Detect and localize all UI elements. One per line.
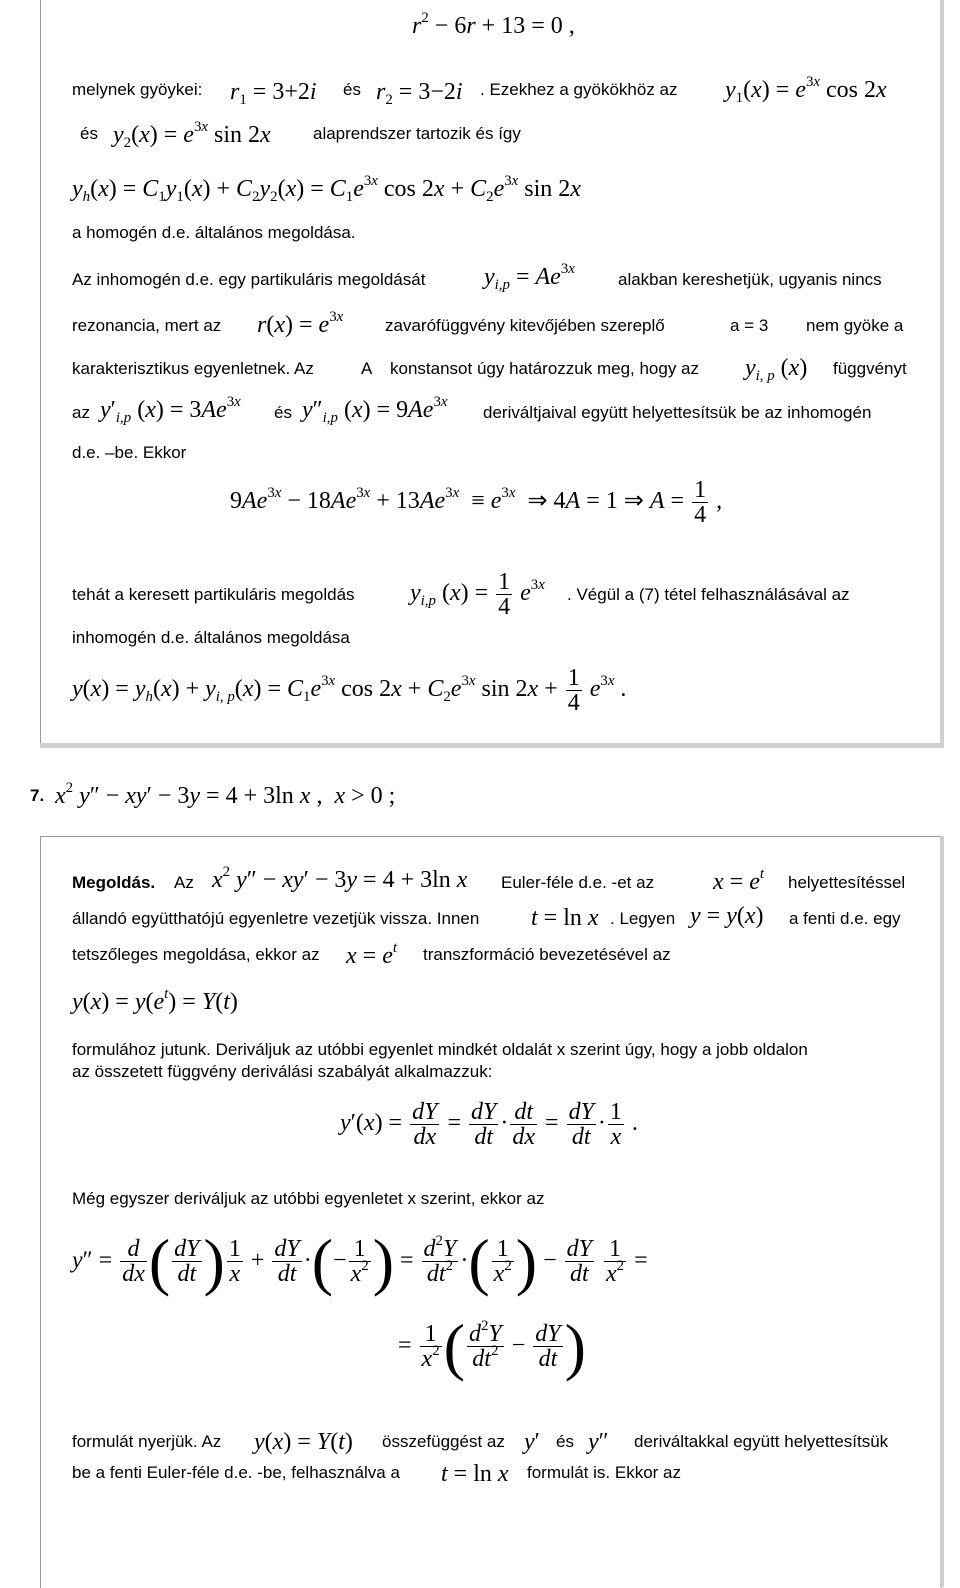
char-text-1: karakterisztikus egyenletnek. Az [72, 359, 314, 378]
first-derivative-chain-rule: y′(x) = $\frac{dY}{dx}$ = $\frac{dY}{dt}$ · $\frac{dt}{dx}$ = $\frac{dY}{dt}$ · $\frac{1}{x}$ . [340, 1099, 638, 1150]
frame-shadow-right-1 [940, 0, 944, 748]
y1-function: $y_1(x) = e^{3x}$ cos 2x [725, 73, 887, 107]
resonance-text-1: rezonancia, mert az [72, 316, 222, 335]
general-solution: $y(x) = y_h(x) + y_{i, p}(x) = C_1e^{3x}$ $\cos 2x + C_2e^{3x}$ sin 2x + $\frac{1}{4}$ $e^{3x}$ . [72, 665, 627, 716]
euler-text: Euler-féle d.e. -et az [501, 873, 655, 892]
again-text: Még egyszer deriváljuk az utóbbi egyenletet x szerint, ekkor az [72, 1189, 545, 1208]
resonance-text-4: nem gyöke a [806, 316, 904, 335]
particular-text-2: alakban kereshetjük, ugyanis nincs [618, 270, 882, 289]
first-derivative: $y'_{i,p}$ $(x) = 3Ae^{3x}$ [100, 393, 241, 427]
y2-function: $y_2(x) = e^{3x}$ sin 2x [113, 118, 271, 152]
y-equals-yx: y = y(x) [690, 903, 764, 929]
particular-text-1: Az inhomogén d.e. egy partikuláris megoldását [72, 270, 426, 289]
y-Y-relation: $y(x) = y(e^t) = Y(t)$ [72, 985, 238, 1015]
char-text-4: függvényt [833, 359, 907, 378]
characteristic-equation: $r^2 - 6r + 13 = 0$ , [412, 9, 575, 39]
final-y-prime: y′ [524, 1429, 540, 1455]
substitution-x-et: $x = e^t$ [713, 865, 764, 895]
paragraph-line-1: formulához jutunk. Deriváljuk az utóbbi egyenlet mindkét oldalát x szerint úgy, hogy a jobb oldalon [72, 1040, 808, 1059]
roots-intro: melynek gyöykei: [72, 80, 203, 99]
t-ln-x: t = ln x [531, 905, 599, 931]
final-text-1: formulát nyerjük. Az [72, 1432, 222, 1451]
equation-for-A: $9Ae^{3x} - 18Ae^{3x} + 13Ae^{3x} \equiv e^{3x}$ ⇒ 4A = 1 ⇒ A = $\frac{1}{4}$ , [230, 477, 723, 528]
resonance-text-3: a = 3 [730, 316, 769, 335]
final-text-2: összefüggést az [382, 1432, 505, 1451]
transform-x-et: $x = e^t$ [346, 939, 397, 969]
and-text: és [343, 80, 361, 99]
and-text-2: és [80, 124, 98, 143]
char-text-2: A [361, 359, 373, 378]
arbitrary-solution-text: tetszőleges megoldása, ekkor az [72, 945, 320, 964]
homogeneous-text: a homogén d.e. általános megoldása. [72, 223, 356, 242]
homogeneous-solution: $y_h(x) = C_1y_1(x) + C_2y_2(x) = C_1e^{3x}$ $\cos 2x + C_2e^{3x}$ sin 2x [72, 172, 581, 206]
char-text-3: konstansot úgy határozzuk meg, hogy az [390, 359, 700, 378]
resonance-text-2: zavarófüggvény kitevőjében szereplő [385, 316, 665, 335]
final-text-6: formulát is. Ekkor az [527, 1463, 681, 1482]
legyen-text: . Legyen [610, 909, 676, 928]
root-r1: $r_1 = 3+2i$ [230, 79, 317, 109]
and-text-3: és [274, 403, 292, 422]
problem-number: 7. [30, 786, 45, 805]
frame-shadow-right-2 [940, 836, 944, 1587]
section2-az: Az [174, 873, 194, 892]
disturbing-function: $r(x) = e^{3x}$ [257, 308, 344, 338]
final-text-5: be a fenti Euler-féle d.e. -be, felhasználva a [72, 1463, 400, 1482]
second-derivative-simplified: = $\frac{1}{x^2}$ ( $\frac{d^2Y}{dt^2}$ − $\frac{dY}{dt}$ ) [398, 1311, 586, 1382]
final-text-3: és [556, 1432, 574, 1451]
final-text-4: deriváltakkal együtt helyettesítsük [634, 1432, 889, 1451]
transform-text: transzformáció bevezetésével az [423, 945, 671, 964]
frame-shadow-bottom-1 [40, 743, 944, 748]
particular-solution: $y_{i,p}$ (x) = $\frac{1}{4}$ $e^{3x}$ [410, 569, 545, 620]
therefore-text-1: tehát a keresett partikuláris megoldás [72, 585, 355, 604]
particular-yip: $y_{i, p}$ (x) [745, 355, 808, 385]
solution-heading: Megoldás. [72, 873, 156, 892]
final-y-Y: y(x) = Y(t) [254, 1429, 353, 1455]
second-derivative-formula: y″ = $\frac{d}{dx}$ ( $\frac{dY}{dt}$ ) $\frac{1}{x}$ + $\frac{dY}{dt}$ ·(− $\frac{1}{x^2}$ ) = $\frac{d^2Y}{dt^2}$ ·( $\frac{1}{x^2}$ ) − $\frac{dY}{dt}$ $\frac{1}{x^2}$ = [72, 1226, 648, 1297]
paragraph-line-2: az összetett függvény deriválási szabályát alkalmazzuk: [72, 1062, 493, 1081]
reduction-text: állandó együtthatójú egyenletre vezetjük vissza. Innen [72, 909, 480, 928]
problem-equation: $x^2$ y″ − xy′ − 3y = 4 + 3ln x , x > 0 ; [55, 779, 396, 809]
therefore-text-2: . Végül a (7) tétel felhasználásával az [567, 585, 850, 604]
fundamental-text: alaprendszer tartozik és így [313, 124, 521, 143]
roots-tail: . Ezekhez a gyökökhöz az [480, 80, 678, 99]
inhomogeneous-general-text: inhomogén d.e. általános megoldása [72, 628, 350, 647]
de-be-text: d.e. –be. Ekkor [72, 443, 187, 462]
euler-equation: $x^2$ y″ − xy′ − 3y = 4 + 3ln x [212, 863, 468, 893]
fenti-text: a fenti d.e. egy [789, 909, 901, 928]
final-y-double-prime: y″ [588, 1429, 609, 1455]
substitution-text: helyettesítéssel [788, 873, 906, 892]
root-r2: $r_2 = 3-2i$ [376, 79, 463, 109]
final-t-ln-x: t = ln x [441, 1461, 509, 1487]
particular-form: $y_{i,p} = Ae^{3x}$ [484, 260, 575, 294]
az-text: az [72, 403, 90, 422]
second-derivative: $y''_{i,p}$ $(x) = 9Ae^{3x}$ [302, 393, 448, 427]
derivative-text: deriváltjaival együtt helyettesítsük be az inhomogén [483, 403, 872, 422]
